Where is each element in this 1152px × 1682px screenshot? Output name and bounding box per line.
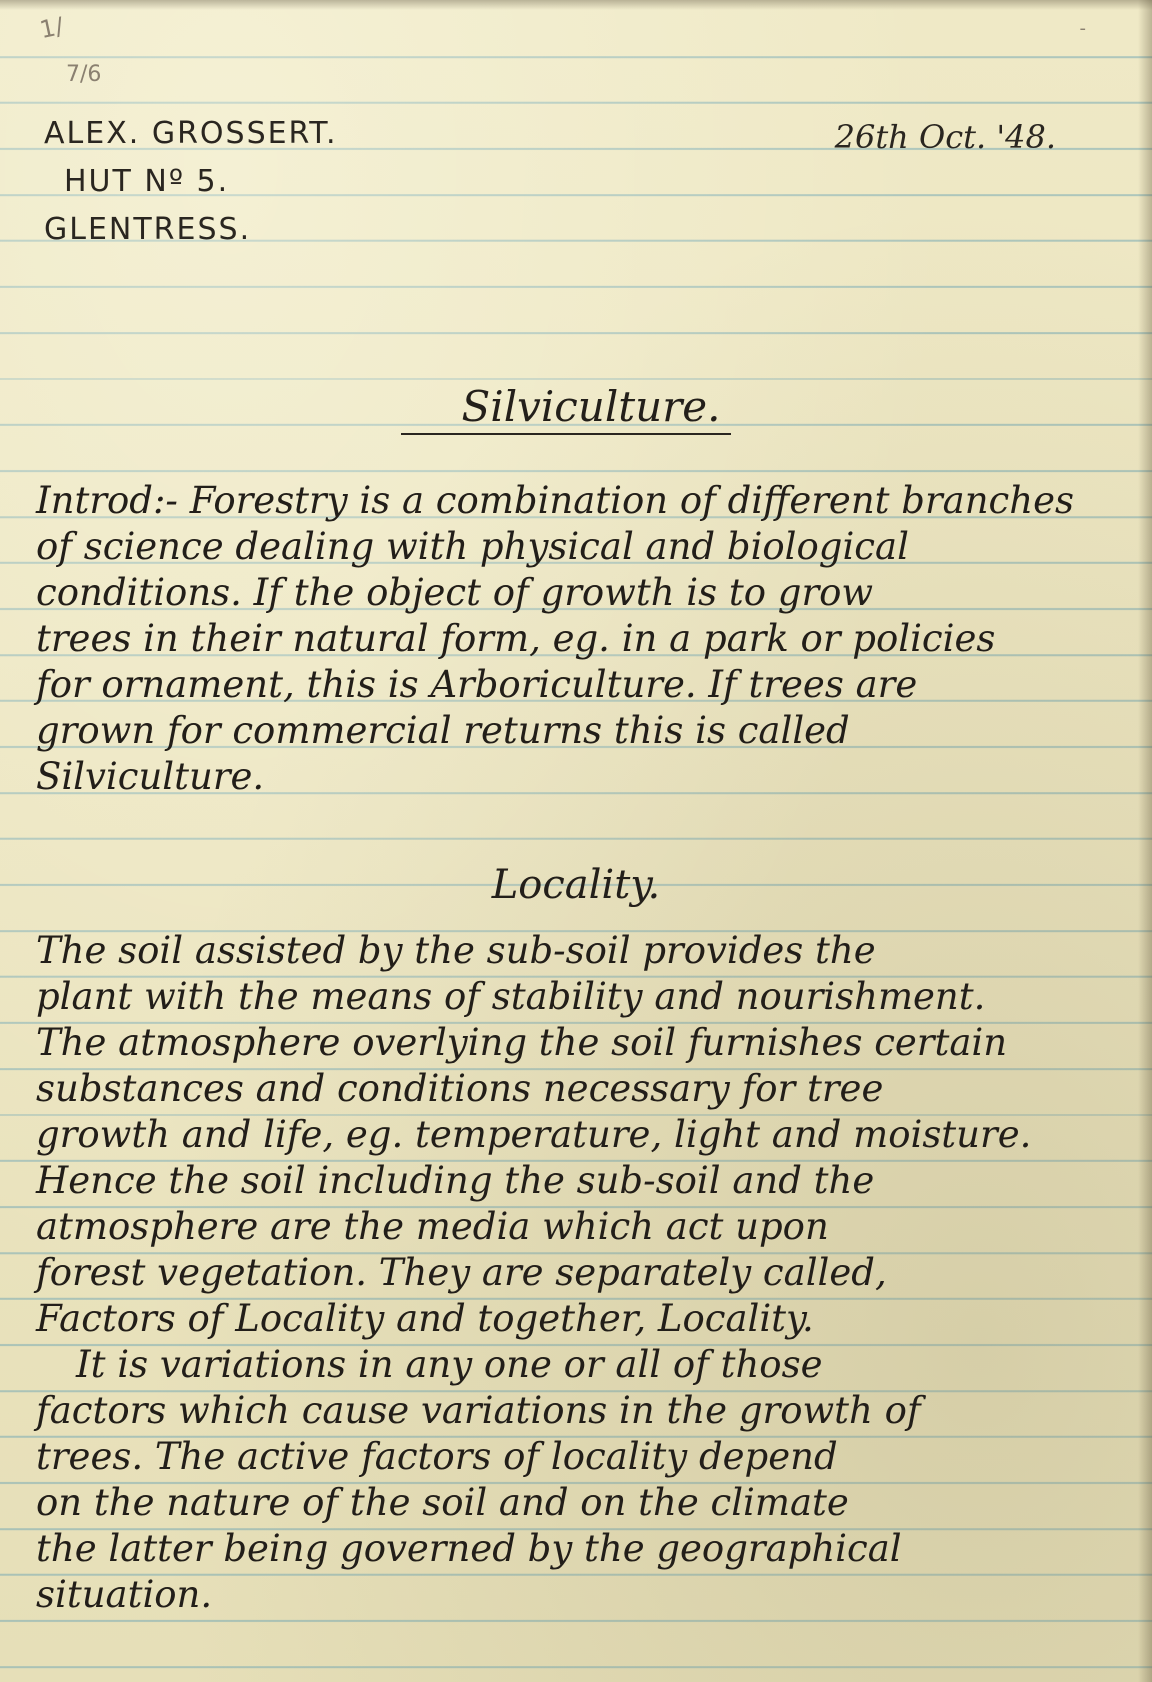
locality-line: The atmosphere overlying the soil furnishes certain — [36, 1021, 1008, 1064]
corner-mark: - — [1079, 18, 1086, 39]
address-name: ALEX. GROSSERT. — [44, 116, 338, 151]
locality-line: Factors of Locality and together, Locality. — [36, 1297, 814, 1340]
locality-line: trees. The active factors of locality depend — [36, 1435, 838, 1478]
locality-line: Hence the soil including the sub-soil and the — [36, 1159, 875, 1202]
locality-line: situation. — [36, 1573, 213, 1616]
locality-paragraph — [36, 928, 1120, 1618]
address-block — [44, 110, 338, 254]
locality-line: the latter being governed by the geographical — [36, 1527, 902, 1570]
letter-date: 26th Oct. '48. — [834, 118, 1056, 156]
address-hut: HUT Nº 5. — [64, 164, 230, 199]
locality-line: factors which cause variations in the growth of — [36, 1389, 921, 1432]
intro-line: trees in their natural form, eg. in a park or policies — [36, 617, 996, 660]
margin-mark: 1/ — [37, 11, 67, 45]
locality-line: substances and conditions necessary for tree — [36, 1067, 884, 1110]
locality-line: plant with the means of stability and nourishment. — [36, 975, 986, 1018]
intro-line: for ornament, this is Arboriculture. If trees are — [36, 663, 918, 706]
locality-line: It is variations in any one or all of those — [76, 1343, 823, 1386]
intro-line: Silviculture. — [36, 755, 265, 798]
page-title-wrap — [0, 382, 1152, 435]
intro-paragraph — [36, 478, 1120, 800]
locality-line: on the nature of the soil and on the climate — [36, 1481, 849, 1524]
intro-line: conditions. If the object of growth is to grow — [36, 571, 874, 614]
intro-line: Introd:- Forestry is a combination of different branches — [36, 479, 1074, 522]
address-place: GLENTRESS. — [44, 212, 252, 247]
price-mark: 7/6 — [66, 62, 102, 87]
locality-line: growth and life, eg. temperature, light and moisture. — [36, 1113, 1032, 1156]
intro-line: grown for commercial returns this is called — [36, 709, 850, 752]
locality-line: forest vegetation. They are separately called, — [36, 1251, 887, 1294]
intro-line: of science dealing with physical and biological — [36, 525, 909, 568]
locality-line: atmosphere are the media which act upon — [36, 1205, 829, 1248]
page-title: Silviculture. — [401, 382, 730, 435]
locality-line: The soil assisted by the sub-soil provides the — [36, 929, 876, 972]
section-heading: Locality. — [491, 862, 661, 908]
